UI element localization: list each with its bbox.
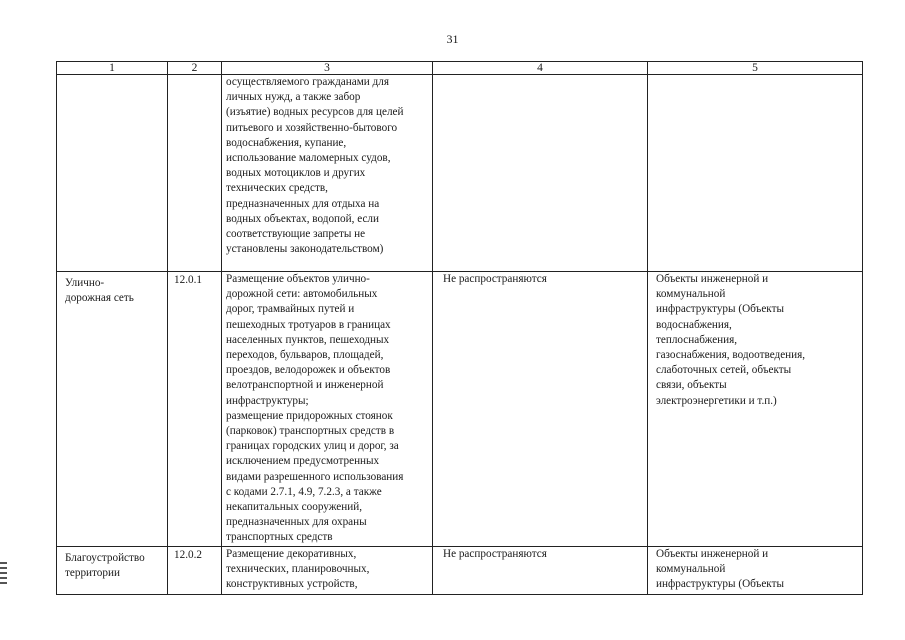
text-line: предназначенных для отдыха на (226, 197, 380, 210)
row-auxiliary-cell (648, 546, 863, 594)
text-line: Улично- (65, 277, 105, 289)
text-line: предназначенных для охраны (226, 516, 367, 529)
text-line: осуществляемого гражданами для (226, 76, 389, 88)
row-description-cell (222, 546, 433, 594)
text-line: видами разрешенного использования (226, 470, 404, 483)
row-restrictions-cell (433, 75, 648, 272)
text-line: теплоснабжения, (656, 333, 738, 346)
text-line: инфраструктуры (Объекты (656, 303, 785, 316)
text-line: населенных пунктов, пешеходных (226, 333, 390, 346)
text-line: питьевого и хозяйственно-бытового (226, 121, 398, 134)
row-code-cell (168, 75, 222, 272)
text-line: территории (65, 566, 120, 579)
row-code-cell: 12.0.2 (168, 546, 222, 594)
text-line: дорожной сети: автомобильных (226, 288, 378, 301)
text-line: (парковок) транспортных средств в (226, 425, 395, 438)
text-line: транспортных средств (226, 531, 333, 544)
text-line: водоснабжения, (656, 318, 732, 331)
column-header-3: 3 (222, 62, 433, 75)
text-line: установлены законодательством) (226, 243, 384, 256)
text-line: границах городских улиц и дорог, за (226, 440, 399, 453)
row-restrictions-cell: Не распространяются (433, 272, 648, 547)
text-line: дорог, трамвайных путей и (226, 303, 355, 316)
row-name-cell (57, 272, 168, 547)
text-line: Размещение декоративных, (226, 547, 357, 560)
text-line: Объекты инженерной и (656, 547, 769, 560)
table-header-row (57, 62, 863, 75)
page-number: 31 (446, 32, 459, 46)
text-line: электроэнергетики и т.п.) (656, 394, 777, 407)
text-line: водных мотоциклов и других (226, 167, 366, 180)
text-line: дорожная сеть (65, 292, 134, 305)
row-code-cell: 12.0.1 (168, 272, 222, 547)
row-name-cell (57, 546, 168, 594)
text-line: пешеходных тротуаров в границах (226, 318, 391, 331)
text-line: коммунальной (656, 562, 726, 575)
column-header-2: 2 (168, 62, 222, 75)
text-line: Благоустройство (65, 551, 145, 564)
text-line: коммунальной (656, 288, 726, 301)
column-header-1: 1 (57, 62, 168, 75)
text-line: (изъятие) водных ресурсов для целей (226, 106, 404, 119)
land-use-table (56, 61, 863, 595)
text-line: газоснабжения, водоотведения, (656, 349, 806, 362)
table-row (57, 272, 863, 547)
column-header-5: 5 (648, 62, 863, 75)
table-row (57, 546, 863, 594)
text-line: велотранспортной и инженерной (226, 379, 384, 392)
text-line: технических средств, (226, 182, 328, 195)
text-line: Объекты инженерной и (656, 273, 769, 285)
row-auxiliary-cell (648, 272, 863, 547)
row-description-cell (222, 272, 433, 547)
column-header-4: 4 (433, 62, 648, 75)
text-line: некапитальных сооружений, (226, 501, 363, 514)
row-restrictions-cell: Не распространяются (433, 546, 648, 594)
text-line: исключением предусмотренных (226, 455, 380, 468)
text-line: переходов, бульваров, площадей, (226, 349, 384, 362)
text-line: Размещение объектов улично- (226, 273, 370, 285)
text-line: инфраструктуры; (226, 394, 309, 407)
text-line: личных нужд, а также забор (226, 91, 361, 104)
text-line: слаботочных сетей, объекты (656, 364, 792, 377)
scan-margin-mark (0, 562, 7, 590)
text-line: размещение придорожных стоянок (226, 409, 393, 422)
text-line: технических, планировочных, (226, 562, 370, 575)
row-name-cell (57, 75, 168, 272)
row-description-cell (222, 75, 433, 272)
table-row (57, 75, 863, 272)
text-line: водоснабжения, купание, (226, 136, 347, 149)
row-auxiliary-cell (648, 75, 863, 272)
text-line: конструктивных устройств, (226, 578, 358, 591)
text-line: соответствующие запреты не (226, 228, 366, 241)
text-line: проездов, велодорожек и объектов (226, 364, 391, 377)
text-line: связи, объекты (656, 379, 727, 392)
text-line: водных объектах, водопой, если (226, 212, 379, 225)
text-line: использование маломерных судов, (226, 152, 391, 165)
text-line: инфраструктуры (Объекты (656, 578, 785, 591)
text-line: с кодами 2.7.1, 4.9, 7.2.3, а также (226, 485, 382, 498)
